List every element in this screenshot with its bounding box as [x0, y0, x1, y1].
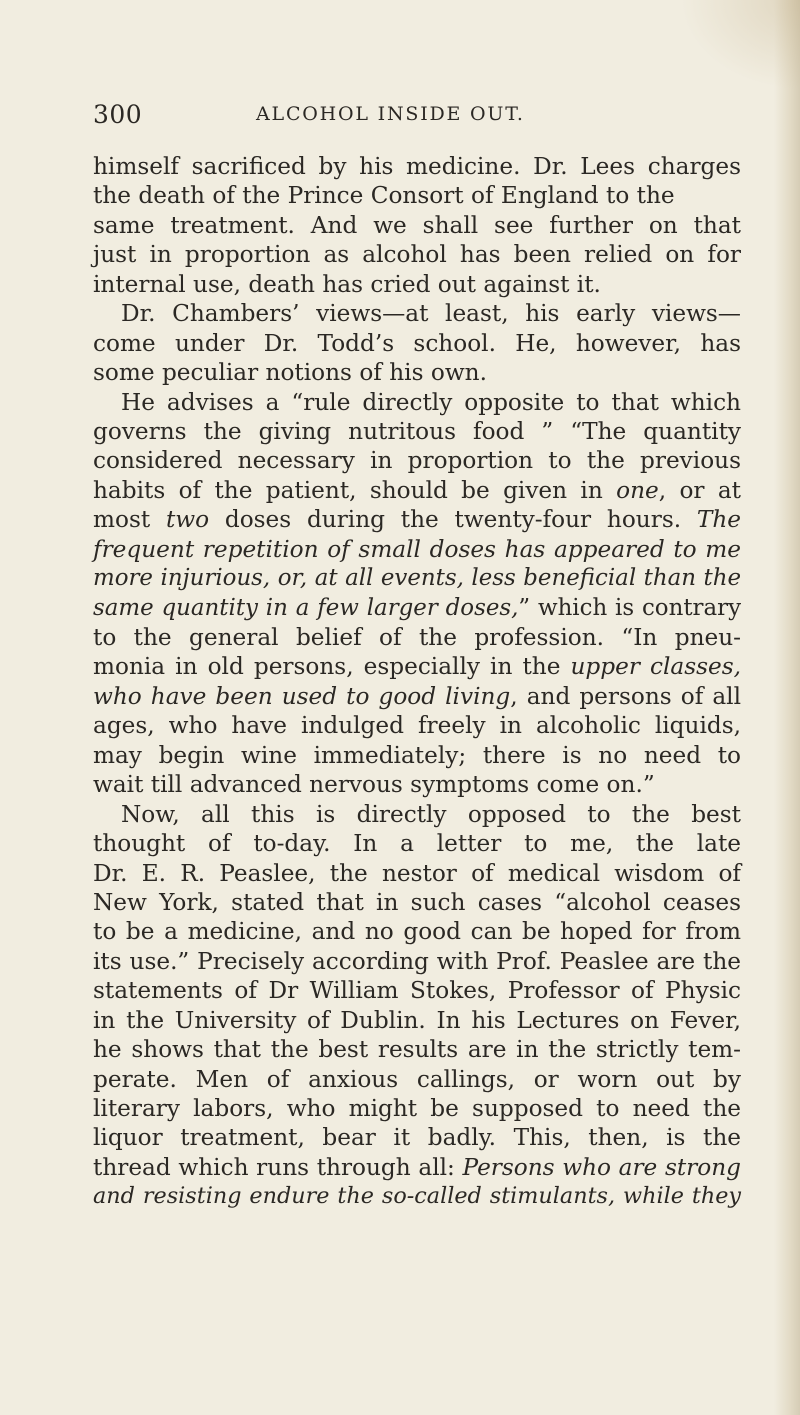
text-line: more injurious, or, at all events, less beneficial than the — [93, 565, 741, 592]
text-line: He advises a “rule directly opposite to that which — [121, 388, 741, 416]
text-line: Dr. E. R. Peaslee, the nestor of medical wisdom of — [93, 859, 741, 887]
text-line: some peculiar notions of his own. — [93, 359, 487, 387]
text-line: literary labors, who might be supposed to need the — [93, 1095, 741, 1122]
text-line: most two doses during the twenty-four hours. The — [93, 506, 741, 534]
text-line: ages, who have indulged freely in alcoholic liquids, — [93, 712, 741, 740]
page-corner-stain — [680, 0, 800, 90]
text-line: same quantity in a few larger doses,” which is contrary — [93, 594, 741, 621]
text-line: Dr. Chambers’ views—at least, his early views— — [121, 300, 741, 328]
text-line: governs the giving nutritous food ” “The quantity — [93, 417, 741, 445]
text-line: himself sacrificed by his medicine. Dr. Lees charges — [93, 153, 741, 180]
text-line: considered necessary in proportion to the previous — [93, 447, 741, 475]
text-line: wait till advanced nervous symptoms come on.” — [93, 771, 655, 799]
text-line: monia in old persons, especially in the upper classes, — [93, 653, 741, 681]
text-line: just in proportion as alcohol has been relied on for — [93, 241, 741, 269]
text-line: frequent repetition of small doses has appeared to me — [93, 535, 741, 563]
text-line: to be a medicine, and no good can be hoped for from — [93, 918, 741, 946]
text-line: to the general belief of the profession. “In pneu- — [93, 624, 741, 651]
text-line: its use.” Precisely according with Prof. Peaslee are the — [93, 947, 741, 975]
text-line: may begin wine immediately; there is no need to — [93, 741, 741, 769]
page-edge-shadow — [774, 0, 800, 1415]
text-line: and resisting endure the so-called stimulants, while they — [93, 1183, 741, 1210]
text-line: he shows that the best results are in the strictly tem- — [93, 1036, 741, 1064]
text-line: come under Dr. Todd’s school. He, however, has — [93, 329, 741, 357]
text-line: internal use, death has cried out against it. — [93, 270, 601, 298]
text-line: liquor treatment, bear it badly. This, then, is the — [93, 1124, 741, 1152]
text-line: in the University of Dublin. In his Lectures on Fever, — [93, 1006, 741, 1034]
text-line: perate. Men of anxious callings, or worn out by — [93, 1065, 741, 1093]
text-line: thought of to-day. In a letter to me, the late — [93, 830, 741, 858]
text-line: same treatment. And we shall see further on that — [93, 211, 741, 239]
text-line: thread which runs through all: Persons who are strong — [93, 1153, 741, 1181]
page-header — [93, 100, 738, 136]
text-line: New York, stated that in such cases “alcohol ceases — [93, 888, 741, 916]
running-title: ALCOHOL INSIDE OUT. — [256, 103, 525, 125]
body-text — [93, 152, 741, 1212]
text-line: habits of the patient, should be given in one, or at — [93, 476, 741, 504]
text-line: Now, all this is directly opposed to the best — [121, 800, 741, 828]
text-line: statements of Dr William Stokes, Professor of Physic — [93, 977, 741, 1005]
page-number: 300 — [93, 100, 143, 129]
text-line: who have been used to good living, and persons of all — [93, 682, 741, 710]
text-line: the death of the Prince Consort of England to the — [93, 182, 675, 210]
